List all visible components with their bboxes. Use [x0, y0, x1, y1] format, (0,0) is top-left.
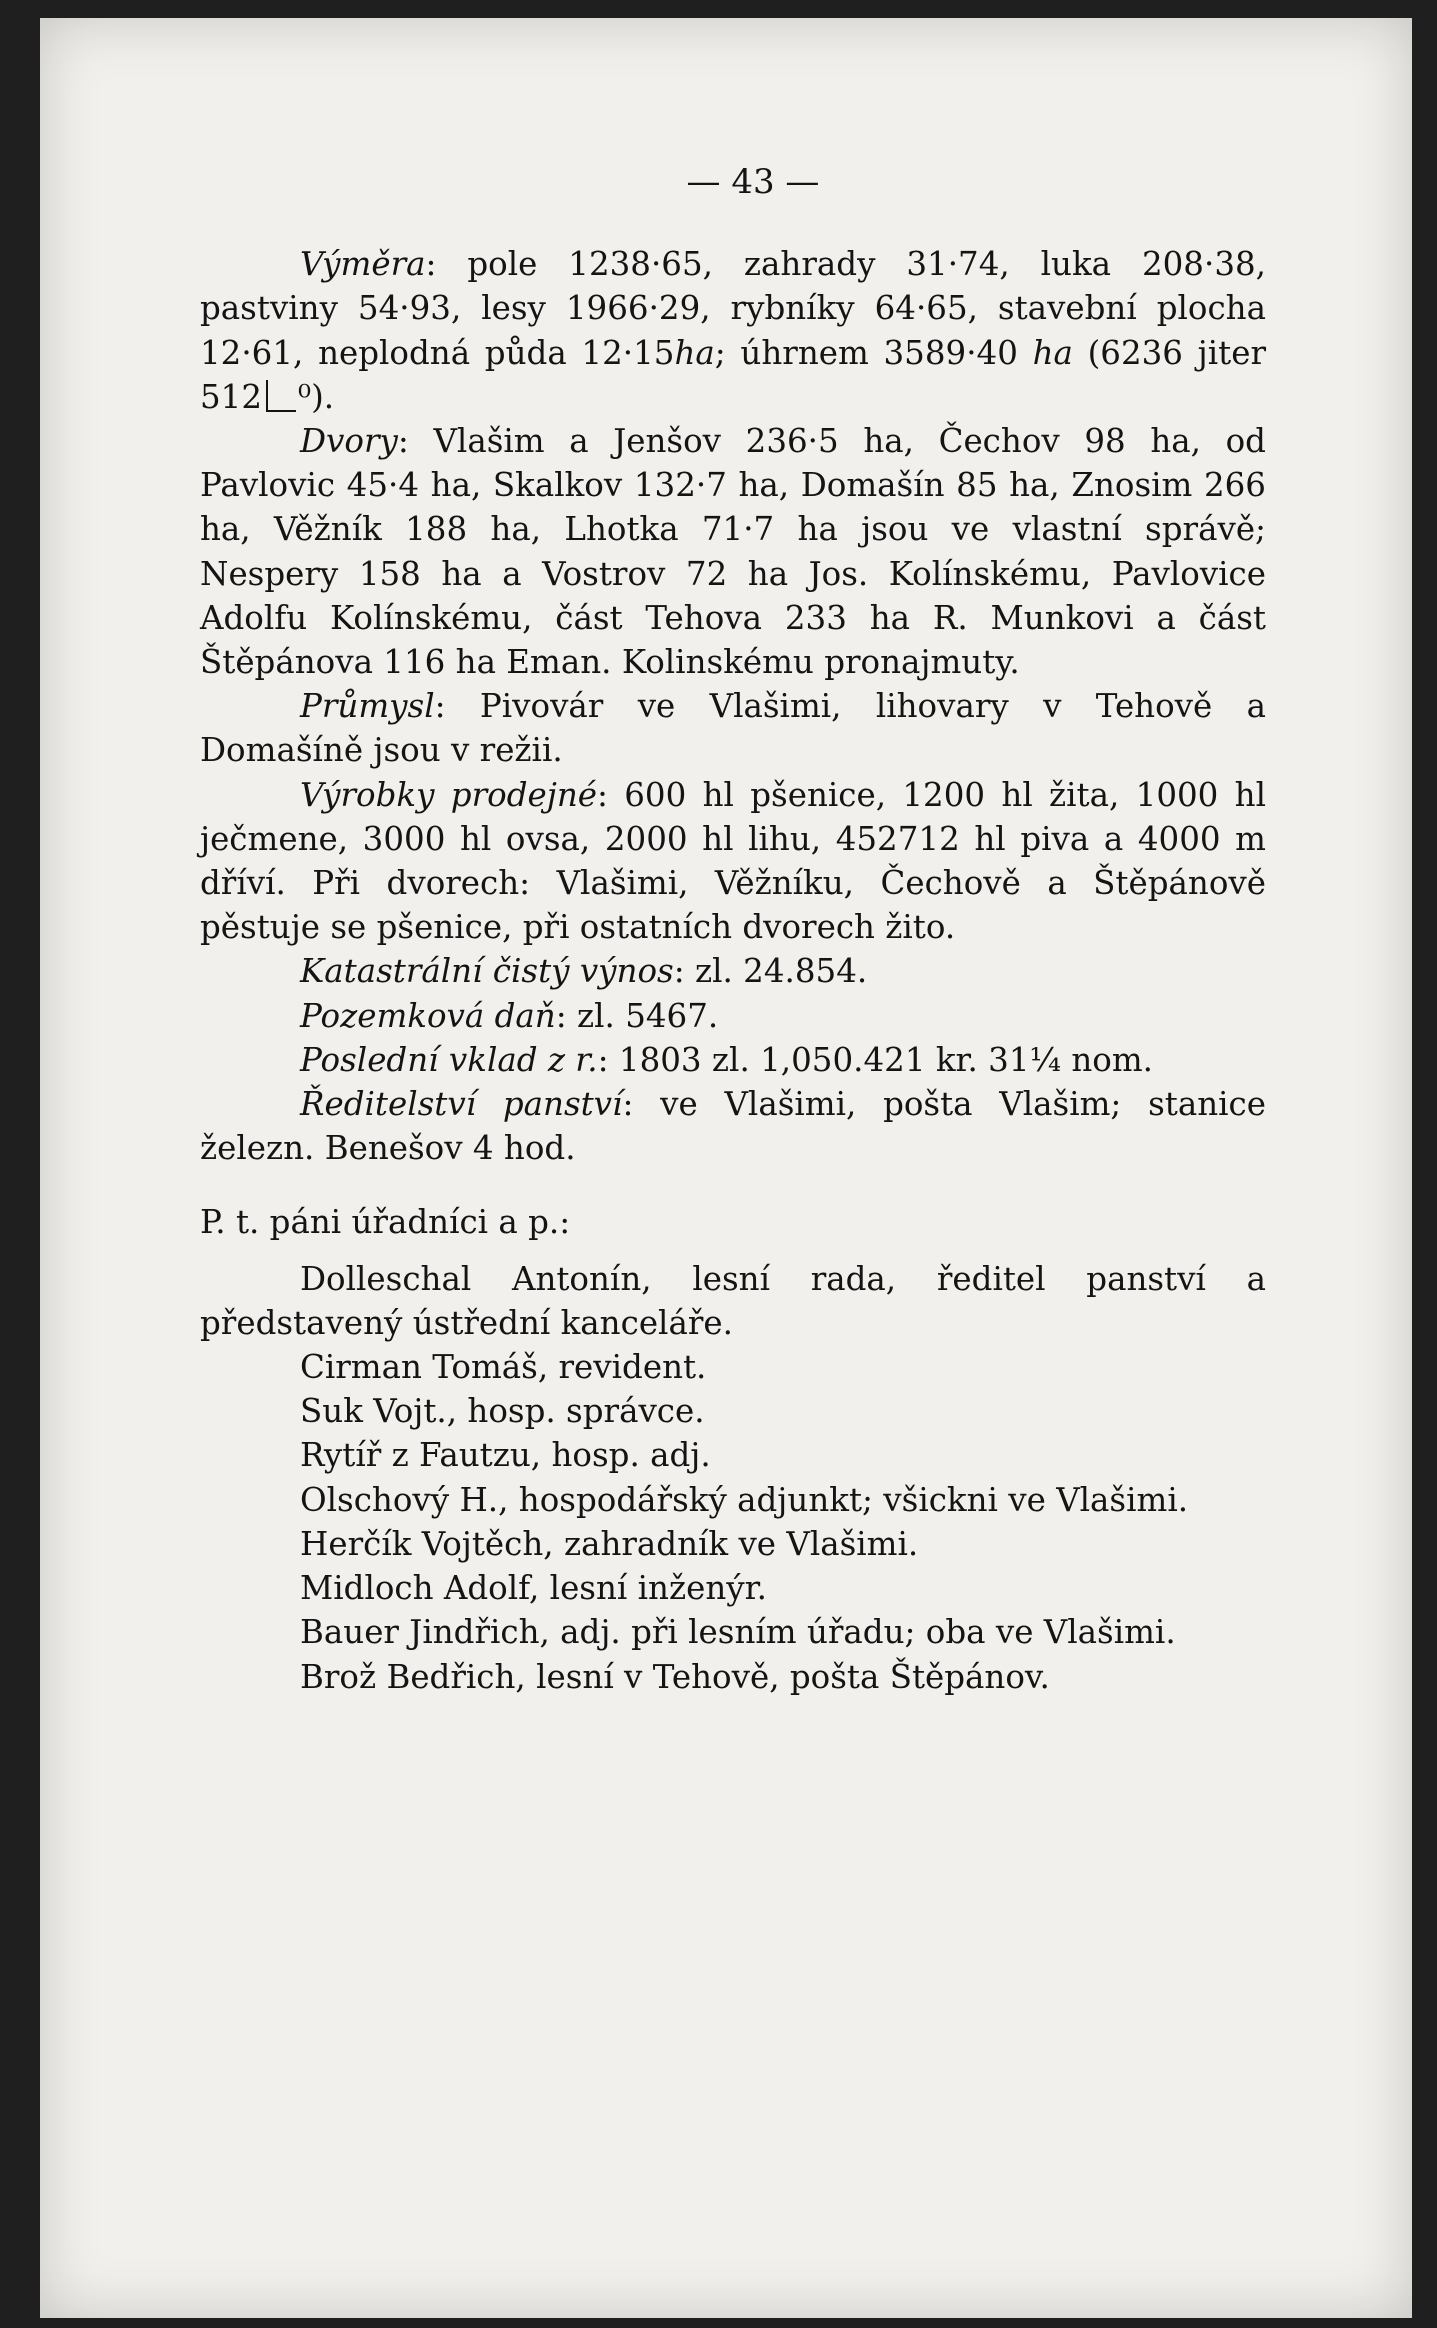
- katastralni-text: : zl. 24.854.: [673, 952, 868, 991]
- prumysl-text: : Pivovár ve Vlašimi, lihovary v Tehově a Domašíně jsou v režii.: [200, 687, 1266, 770]
- vymera-text-4: ⁰).: [298, 377, 335, 416]
- page-text: [200, 160, 1266, 1699]
- reditelstvi-paragraph: [200, 1082, 1266, 1170]
- officials-heading: P. t. páni úřadníci a p.:: [200, 1203, 571, 1242]
- dvory-label: Dvory: [300, 422, 398, 461]
- prumysl-label: Průmysl: [300, 687, 435, 726]
- katastralni-label: Katastrální čistý výnos: [300, 952, 674, 991]
- vymera-unit-1: ha: [674, 333, 715, 372]
- official-entry: Midloch Adolf, lesní inženýr.: [300, 1569, 767, 1608]
- official-entry: Rytíř z Fautzu, hosp. adj.: [300, 1436, 711, 1475]
- posledni-text: : 1803 zl. 1,050.421 kr. 31¼ nom.: [597, 1040, 1153, 1079]
- posledni-line: [200, 1038, 1266, 1082]
- vymera-text-3: (6236 jiter 512: [200, 333, 1266, 416]
- page-number: — 43 —: [686, 162, 820, 202]
- dvory-paragraph: [200, 419, 1266, 684]
- vyrobky-text: : 600 hl pšenice, 1200 hl žita, 1000 hl ječmene, 3000 hl ovsa, 2000 hl lihu, 452712 hl piva a 4000 m dříví. Při dvorech: Vlašimi, Věžníku, Čechově a Štěpánově pěstuje se pšenice, při ostatních dvorech žito.: [200, 775, 1266, 947]
- pozemkova-text: : zl. 5467.: [555, 996, 719, 1035]
- vymera-text-2: ; úhrnem 3589·40: [714, 333, 1033, 372]
- official-entry: Herčík Vojtěch, zahradník ve Vlašimi.: [300, 1524, 919, 1563]
- official-entry: Brož Bedřich, lesní v Tehově, pošta Štěpánov.: [300, 1657, 1050, 1696]
- dvory-text: : Vlašim a Jenšov 236·5 ha, Čechov 98 ha, od Pavlovic 45·4 ha, Skalkov 132·7 ha, Domašín 85 ha, Znosim 266 ha, Věžník 188 ha, Lhotka 71·7 ha jsou ve vlastní správě; Nespery 158 ha a Vostrov 72 ha Jos. Kolínskému, Pavlovice Adolfu Kolínskému, část Tehova 233 ha R. Munkovi a část Štěpánova 116 ha Eman. Kolinskému pronajmuty.: [200, 422, 1266, 682]
- official-entry: Suk Vojt., hosp. správce.: [300, 1392, 705, 1431]
- vymera-unit-2: ha: [1032, 333, 1073, 372]
- prumysl-paragraph: [200, 684, 1266, 772]
- official-entry: Bauer Jindřich, adj. při lesním úřadu; oba ve Vlašimi.: [300, 1613, 1176, 1652]
- posledni-label: Poslední vklad z r.: [300, 1040, 598, 1079]
- pozemkova-line: [200, 994, 1266, 1038]
- vymera-paragraph: [200, 242, 1266, 419]
- vymera-text-1: : pole 1238·65, zahrady 31·74, luka 208·38, pastviny 54·93, lesy 1966·29, rybníky 64·65, stavební plocha 12·61, neplodná půda 12·15: [200, 245, 1266, 372]
- vymera-label: Výměra: [300, 245, 426, 284]
- official-entry: Dolleschal Antonín, lesní rada, ředitel panství a představený ústřední kanceláře.: [200, 1259, 1266, 1342]
- katastralni-line: [200, 949, 1266, 993]
- book-page: [40, 18, 1412, 2318]
- square-fathom-icon: [266, 380, 296, 412]
- reditelstvi-label: Ředitelství panství: [300, 1085, 623, 1124]
- reditelstvi-text: : ve Vlašimi, pošta Vlašim; stanice železn. Benešov 4 hod.: [200, 1085, 1266, 1168]
- vyrobky-paragraph: [200, 773, 1266, 950]
- official-entry: Olschový H., hospodářský adjunkt; všickni ve Vlašimi.: [300, 1480, 1189, 1519]
- vyrobky-label: Výrobky prodejné: [300, 775, 597, 814]
- official-entry: Cirman Tomáš, revident.: [300, 1348, 707, 1387]
- pozemkova-label: Pozemková daň: [300, 996, 556, 1035]
